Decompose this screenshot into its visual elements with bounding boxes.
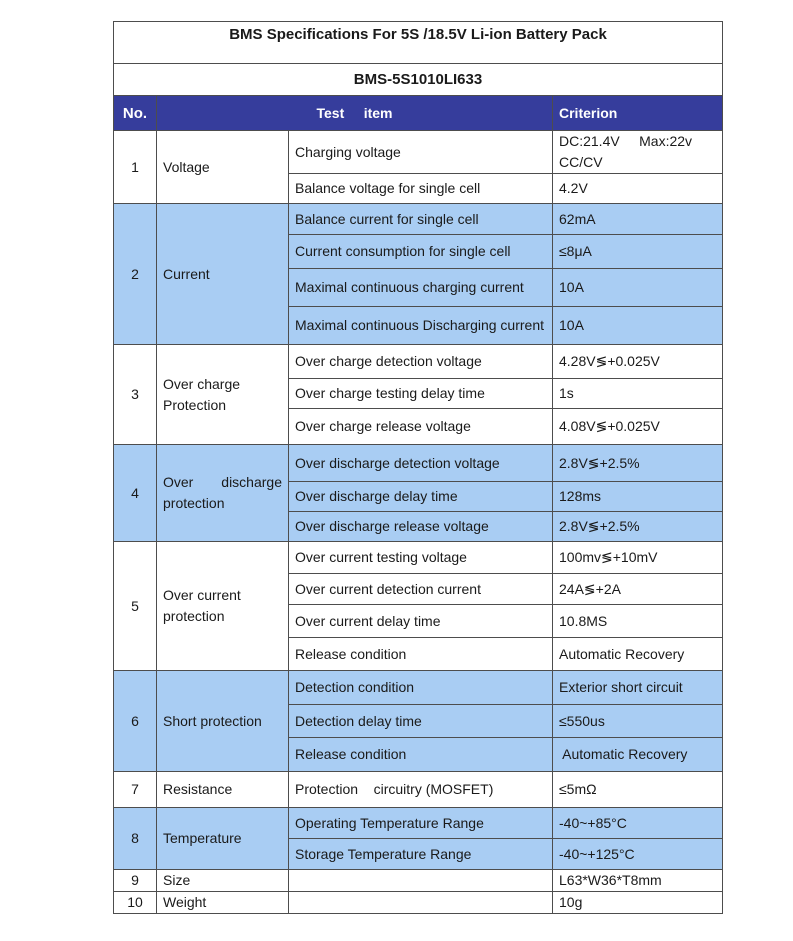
test-item [289, 870, 553, 892]
test-item [289, 892, 553, 914]
test-item: Release condition [289, 638, 553, 671]
group-name: Short protection [157, 671, 289, 772]
test-item: Detection condition [289, 671, 553, 705]
spec-row [114, 204, 723, 235]
criterion-value: Exterior short circuit [553, 671, 723, 705]
spec-row [114, 131, 723, 174]
test-item: Detection delay time [289, 705, 553, 738]
criterion-value: ≤8μA [553, 235, 723, 269]
test-item: Over charge testing delay time [289, 379, 553, 409]
test-item: Charging voltage [289, 131, 553, 174]
test-item: Over discharge release voltage [289, 512, 553, 542]
group-number: 2 [114, 204, 157, 345]
criterion-line: CC/CV [559, 154, 603, 170]
group-name: Over discharge protection [157, 445, 289, 542]
header-row [114, 96, 723, 131]
group-name: Weight [157, 892, 289, 914]
spec-row [114, 808, 723, 839]
criterion-value: 100mv≶+10mV [553, 542, 723, 574]
criterion-value: 62mA [553, 204, 723, 235]
group-name: Over current protection [157, 542, 289, 671]
criterion-value: 4.08V≶+0.025V [553, 409, 723, 445]
test-item: Maximal continuous charging current [289, 269, 553, 307]
group-name: Temperature [157, 808, 289, 870]
group-name: Voltage [157, 131, 289, 204]
criterion-value: -40~+125°C [553, 839, 723, 870]
spec-row [114, 772, 723, 808]
test-item: Over discharge delay time [289, 482, 553, 512]
test-item: Balance current for single cell [289, 204, 553, 235]
header-no: No. [114, 96, 157, 131]
header-test-item: Test item [157, 96, 553, 131]
group-name: Size [157, 870, 289, 892]
test-item: Release condition [289, 738, 553, 772]
document-title: BMS Specifications For 5S /18.5V Li-ion Battery Pack [114, 22, 723, 64]
test-item: Operating Temperature Range [289, 808, 553, 839]
criterion-value: 2.8V≶+2.5% [553, 512, 723, 542]
criterion-value: L63*W36*T8mm [553, 870, 723, 892]
criterion-value: 24A≶+2A [553, 574, 723, 605]
criterion-value: 2.8V≶+2.5% [553, 445, 723, 482]
criterion-value: 1s [553, 379, 723, 409]
criterion-line: DC:21.4V Max:22v [559, 133, 693, 149]
criterion-value: 10A [553, 269, 723, 307]
criterion-value: Automatic Recovery [553, 738, 723, 772]
test-item: Over discharge detection voltage [289, 445, 553, 482]
group-name: Over charge Protection [157, 345, 289, 445]
header-criterion: Criterion [553, 96, 723, 131]
spec-row [114, 345, 723, 379]
group-number: 10 [114, 892, 157, 914]
spec-row [114, 892, 723, 914]
criterion-value: -40~+85°C [553, 808, 723, 839]
group-number: 1 [114, 131, 157, 204]
group-name: Current [157, 204, 289, 345]
title-row [114, 22, 723, 64]
model-number: BMS-5S1010LI633 [114, 64, 723, 96]
bms-spec-table [113, 21, 723, 914]
test-item: Balance voltage for single cell [289, 174, 553, 204]
spec-row [114, 542, 723, 574]
criterion-value: ≤5mΩ [553, 772, 723, 808]
spec-row [114, 445, 723, 482]
group-number: 8 [114, 808, 157, 870]
group-name: Resistance [157, 772, 289, 808]
criterion-value: 4.28V≶+0.025V [553, 345, 723, 379]
test-item: Over charge detection voltage [289, 345, 553, 379]
criterion-value: 10A [553, 307, 723, 345]
spec-row [114, 870, 723, 892]
test-item: Over charge release voltage [289, 409, 553, 445]
group-number: 3 [114, 345, 157, 445]
criterion-value: 4.2V [553, 174, 723, 204]
criterion-value: 10g [553, 892, 723, 914]
criterion-value [553, 131, 723, 174]
test-item: Over current delay time [289, 605, 553, 638]
criterion-value: Automatic Recovery [553, 638, 723, 671]
criterion-value: 10.8MS [553, 605, 723, 638]
test-item: Over current testing voltage [289, 542, 553, 574]
test-item: Current consumption for single cell [289, 235, 553, 269]
group-number: 5 [114, 542, 157, 671]
spec-row [114, 671, 723, 705]
group-number: 4 [114, 445, 157, 542]
criterion-value: 128ms [553, 482, 723, 512]
test-item: Protection circuitry (MOSFET) [289, 772, 553, 808]
group-number: 6 [114, 671, 157, 772]
criterion-value: ≤550us [553, 705, 723, 738]
group-number: 9 [114, 870, 157, 892]
model-row [114, 64, 723, 96]
test-item: Over current detection current [289, 574, 553, 605]
group-number: 7 [114, 772, 157, 808]
test-item: Maximal continuous Discharging current [289, 307, 553, 345]
test-item: Storage Temperature Range [289, 839, 553, 870]
